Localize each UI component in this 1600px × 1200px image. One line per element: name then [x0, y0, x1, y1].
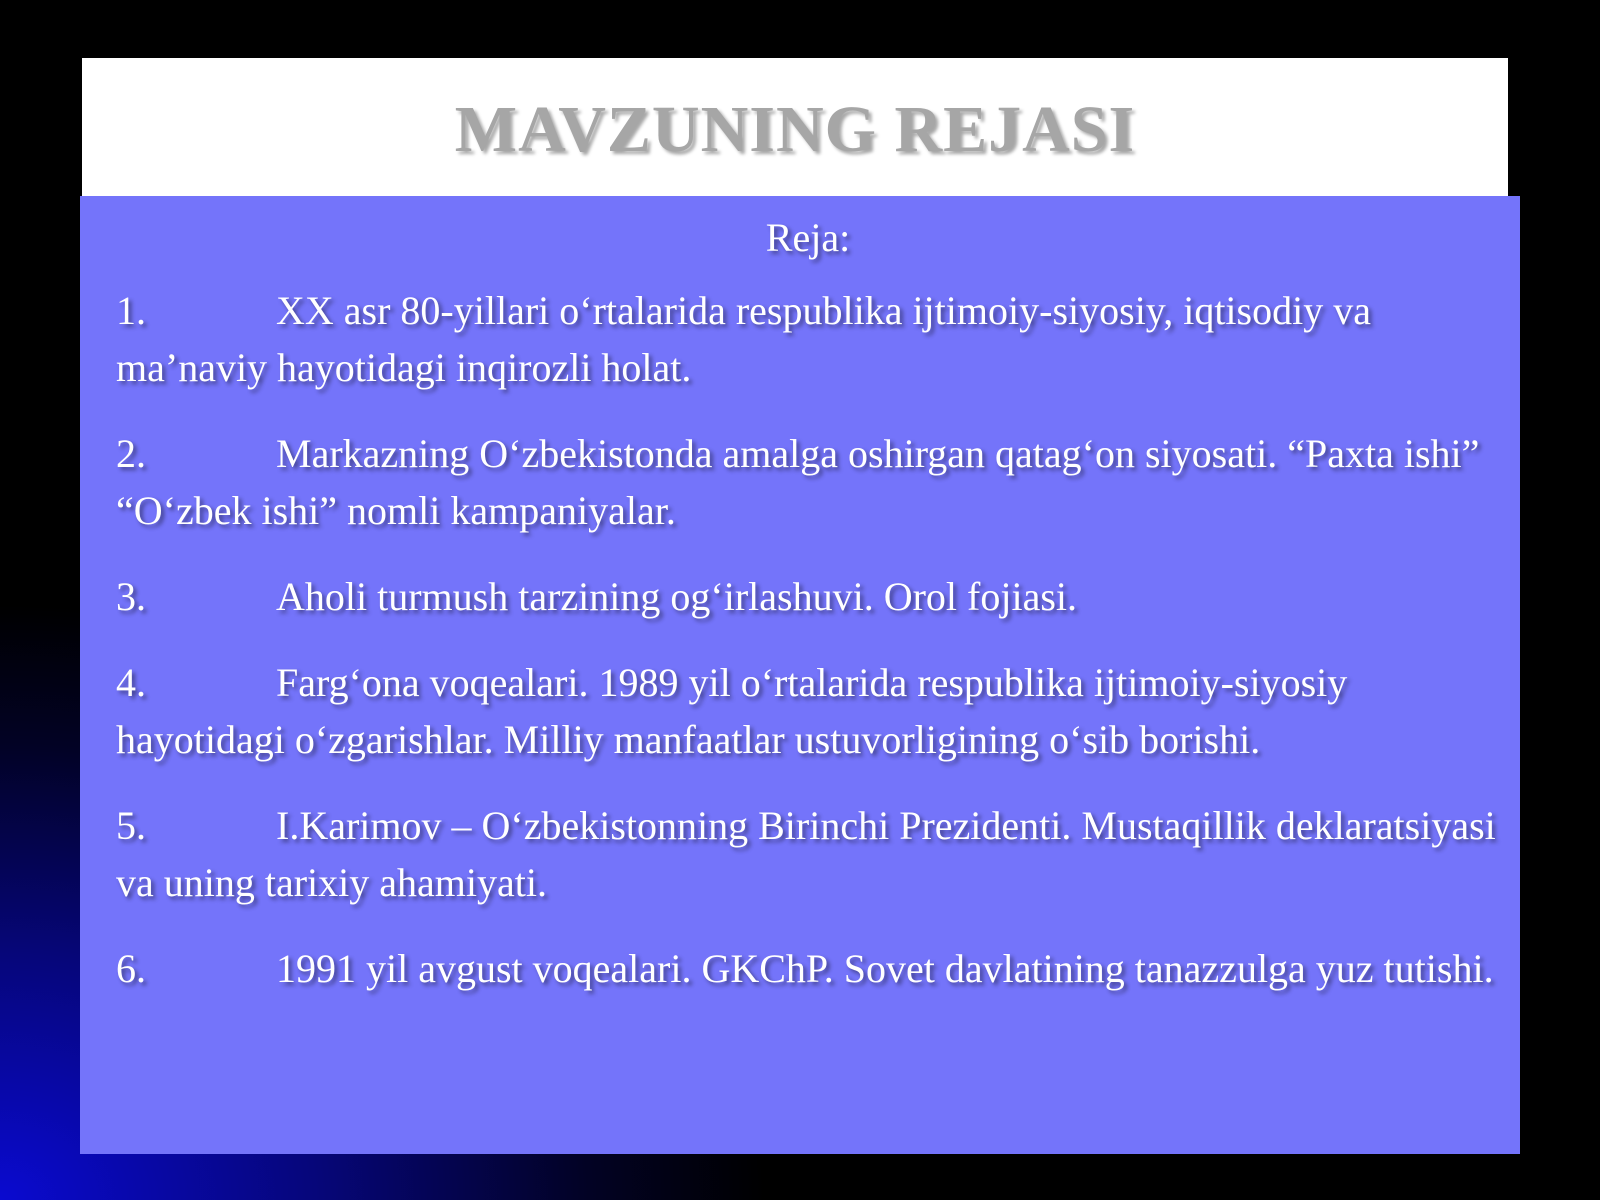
plan-heading: Reja: [765, 215, 851, 260]
plan-item-text: Markazning O‘zbekistonda amalga oshirgan qatag‘on siyosati. “Paxta ishi” “O‘zbek ishi” nomli kampaniyalar. [116, 431, 1480, 533]
plan-item-5 [116, 797, 1500, 911]
plan-item-number: 3. [116, 574, 146, 619]
plan-item-4 [116, 654, 1500, 768]
plan-item-number: 4. [116, 660, 146, 705]
plan-item-text: Farg‘ona voqealari. 1989 yil o‘rtalarida respublika ijtimoiy-siyosiy hayotidagi o‘zgarishlar. Milliy manfaatlar ustuvorligining o‘sib borishi. [116, 660, 1348, 762]
plan-item-number: 6. [116, 946, 146, 991]
content-area [80, 196, 1520, 1154]
plan-item-text: XX asr 80-yillari o‘rtalarida respublika ijtimoiy-siyosiy, iqtisodiy va ma’naviy hayotidagi inqirozli holat. [116, 288, 1371, 390]
plan-item-number: 1. [116, 288, 146, 333]
plan-item-1 [116, 282, 1500, 396]
plan-item-number: 5. [116, 803, 146, 848]
plan-item-6 [116, 940, 1500, 997]
plan-item-text: Aholi turmush tarzining og‘irlashuvi. Orol fojiasi. [276, 574, 1077, 619]
plan-item-text: I.Karimov – O‘zbekistonning Birinchi Prezidenti. Mustaqillik deklaratsiyasi va uning tarixiy ahamiyati. [116, 803, 1496, 905]
title-area [82, 58, 1508, 198]
plan-item-number: 2. [116, 431, 146, 476]
plan-item-3 [116, 568, 1500, 625]
plan-list [116, 282, 1500, 997]
plan-item-text: 1991 yil avgust voqealari. GKChP. Sovet davlatining tanazzulga yuz tutishi. [276, 946, 1494, 991]
slide-title: MAVZUNING REJASI [454, 93, 1136, 166]
plan-item-2 [116, 425, 1500, 539]
